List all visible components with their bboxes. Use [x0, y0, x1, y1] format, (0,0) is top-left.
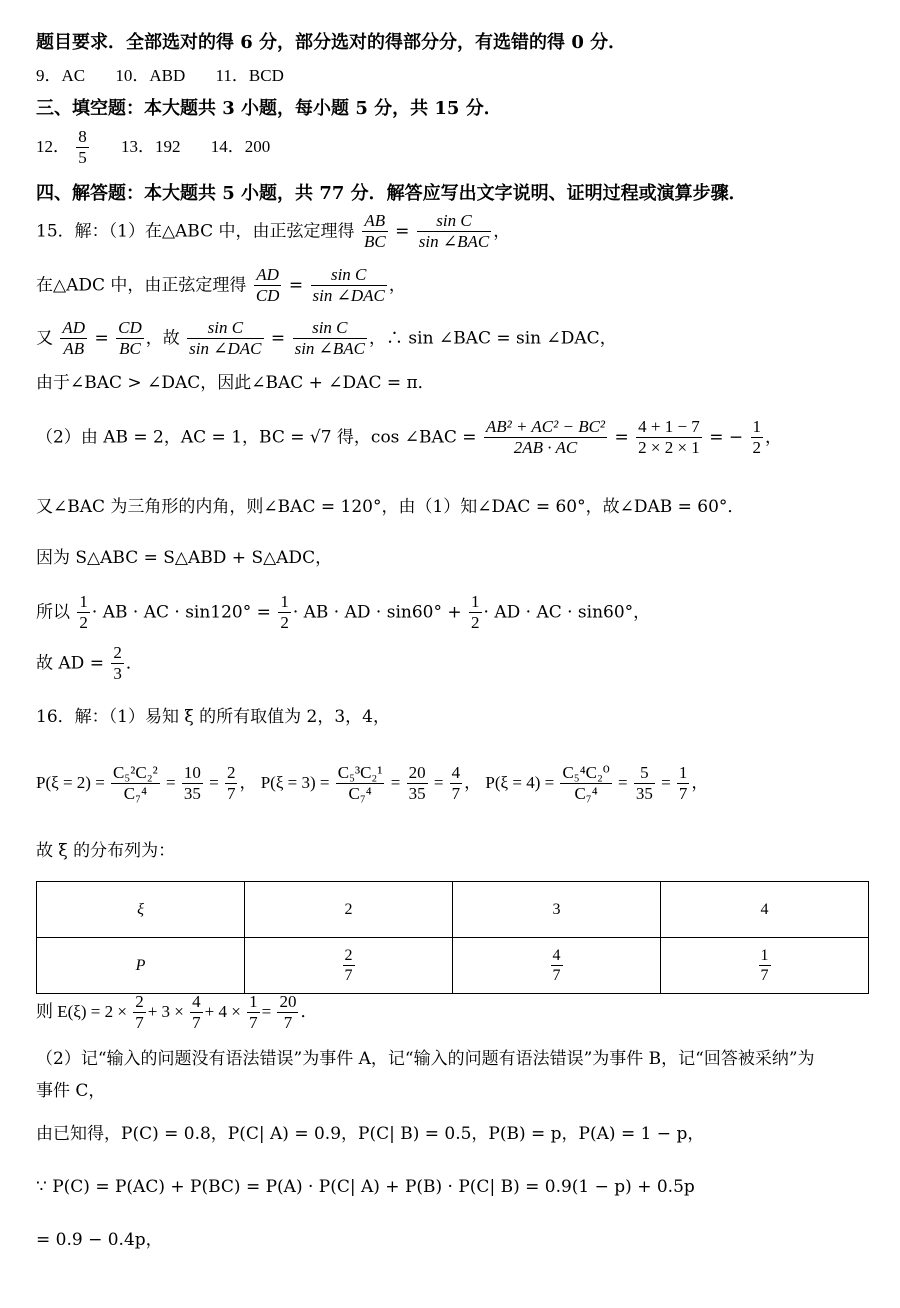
table-cell: $\frac{1}{7}$	[661, 938, 869, 994]
fraction: $\frac{CD}{BC}$	[118, 318, 142, 359]
q15-part2-line-1: （2）由 AB = 2，AC = 1，BC = √7 得，cos ∠BAC = $\frac{\text{AB² + AC² − BC²}}{2AB \cdot AC}$ = $\frac{4 + 1 - 7}{2 \times 2 \times 1}$ = − $\frac{1}{2}$ ，	[36, 417, 782, 458]
multi-choice-answers	[36, 66, 284, 86]
fraction: $\frac{20}{35}$	[408, 763, 426, 804]
q16-part2-line-2: 事件 C，	[36, 1081, 106, 1101]
fraction: $\frac{\text{sin C}}{\text{sin ∠BAC}}$	[294, 318, 366, 359]
section-4-heading: 四、解答题：本大题共 5 小题，共 77 分．解答应写出文字说明、证明过程或演算步骤．	[36, 183, 747, 204]
answer-12-fraction: $\frac{8}{5}$	[78, 127, 87, 168]
table-cell: $\frac{2}{7}$	[245, 938, 453, 994]
fraction: $\frac{2}{7}$	[226, 763, 236, 804]
q16-part2-line-5: = 0.9 − 0.4p，	[36, 1230, 163, 1250]
q15-line-1: 15．解：（1）在△ABC 中，由正弦定理得 $\frac{AB}{BC}$ = $\frac{\text{sin C}}{\text{sin ∠BAC}}$ ，	[36, 211, 511, 252]
fraction: $\frac{\text{sin C}}{\text{sin ∠DAC}}$	[312, 265, 385, 306]
fraction: $\frac{AD}{AB}$	[62, 318, 86, 359]
q15-part2-line-4: 所以 $\frac{1}{2}$ · AB · AC · sin120° = $\frac{1}{2}$ · AB · AD · sin60° + $\frac{1}{2}$ · AD · AC · sin60°，	[36, 592, 651, 633]
fraction: $\frac{1}{2}$	[471, 592, 480, 633]
fraction: $\frac{2}{7}$	[135, 992, 144, 1033]
fraction: $\frac{10}{35}$	[183, 763, 201, 804]
q15-line-3: 又 $\frac{AD}{AB}$ = $\frac{CD}{BC}$ ，故 $\frac{\text{sin C}}{\text{sin ∠DAC}}$ = $\frac{\text{sin C}}{\text{sin ∠BAC}}$ ，∴ sin ∠BAC = sin ∠DAC，	[36, 318, 617, 359]
fraction: $\frac{2}{3}$	[113, 643, 122, 684]
fraction: $\frac{4 + 1 - 7}{2 \times 2 \times 1}$	[638, 417, 700, 458]
fraction: $\frac{1}{7}$	[678, 763, 688, 804]
answer-11: 11．BCD	[215, 66, 284, 85]
fraction: $\frac{4}{7}$	[192, 992, 201, 1033]
q16-line-1: 16．解：（1）易知 ξ 的所有取值为 2，3，4，	[36, 707, 390, 727]
table-cell: $\frac{4}{7}$	[453, 938, 661, 994]
fraction: $\frac{\text{C₅²C₂²}}{\text{C₇⁴}}$	[113, 763, 158, 804]
q16-part2-line-4: ∵ P(C) = P(AC) + P(BC) = P(A) · P(C| A) + P(B) · P(C| B) = 0.9(1 − p) + 0.5p	[36, 1177, 695, 1197]
q16-part2-line-1: （2）记“输入的问题没有语法错误”为事件 A，记“输入的问题有语法错误”为事件 B，记“回答被采纳”为	[36, 1049, 815, 1069]
fraction: $\frac{\text{C₅³C₂¹}}{\text{C₇⁴}}$	[337, 763, 383, 804]
fraction: $\frac{1}{2}$	[79, 592, 88, 633]
distribution-table	[36, 881, 869, 994]
answer-10: 10．ABD	[115, 66, 186, 85]
scoring-rule-line: 题目要求．全部选对的得 6 分，部分选对的得部分分，有选错的得 0 分．	[36, 32, 627, 53]
fill-blank-answers	[36, 127, 270, 169]
table-header-cell: 3	[453, 882, 661, 938]
q15-line-4: 由于∠BAC > ∠DAC，因此∠BAC + ∠DAC = π．	[36, 373, 435, 393]
table-header-cell: 4	[661, 882, 869, 938]
answer-12-label: 12．	[36, 136, 70, 156]
fraction: $\frac{20}{7}$	[279, 992, 297, 1033]
table-header-cell: 2	[245, 882, 453, 938]
q16-line-3: 故 ξ 的分布列为：	[36, 841, 176, 861]
fraction: $\frac{1}{7}$	[249, 992, 258, 1033]
fraction: $\frac{4}{7}$	[451, 763, 461, 804]
fraction: $\frac{5}{35}$	[635, 763, 653, 804]
table-row	[37, 938, 869, 994]
fraction: $\frac{1}{2}$	[280, 592, 289, 633]
fraction: $\frac{\text{C₅⁴C₂⁰}}{\text{C₇⁴}}$	[562, 763, 610, 804]
table-row-label: P	[37, 938, 245, 994]
q16-part2-line-3: 由已知得，P(C) = 0.8，P(C| A) = 0.9，P(C| B) = 0.5，P(B) = p，P(A) = 1 − p，	[36, 1124, 705, 1144]
q15-part2-line-3: 因为 S△ABC = S△ABD + S△ADC，	[36, 548, 333, 568]
fraction: $\frac{\text{sin C}}{\text{sin ∠DAC}}$	[189, 318, 262, 359]
fraction: $\frac{\text{sin C}}{\text{sin ∠BAC}}$	[418, 211, 490, 252]
q16-probabilities: P(ξ = 2) = $\frac{\text{C₅²C₂²}}{\text{C₇⁴}}$ = $\frac{10}{35}$ = $\frac{2}{7}$ ， P(ξ = 3) = $\frac{\text{C₅³C₂¹}}{\text{C₇⁴}}$ = $\frac{20}{35}$ = $\frac{4}{7}$ ， P(ξ = 4) = $\frac{\text{C₅⁴C₂⁰}}{\text{C₇⁴}}$ = $\frac{5}{35}$ = $\frac{1}{7}$ ，	[36, 763, 709, 804]
answer-13: 13．192	[121, 136, 181, 156]
table-row	[37, 882, 869, 938]
fraction: $\frac{AB}{BC}$	[363, 211, 386, 252]
q15-conclusion: 故 AD = $\frac{2}{3}$ ．	[36, 643, 143, 684]
table-header-cell: ξ	[37, 882, 245, 938]
section-3-heading: 三、填空题：本大题共 3 小题，每小题 5 分，共 15 分．	[36, 98, 502, 119]
q15-line-2: 在△ADC 中，由正弦定理得 $\frac{AD}{CD}$ = $\frac{\text{sin C}}{\text{sin ∠DAC}}$ ，	[36, 265, 406, 306]
answer-9: 9．AC	[36, 66, 86, 85]
fraction: $\frac{\text{AB² + AC² − BC²}}{2AB \cdot AC}$	[485, 417, 606, 458]
q15-part2-line-2: 又∠BAC 为三角形的内角，则∠BAC = 120°，由（1）知∠DAC = 60°，故∠DAB = 60°．	[36, 497, 745, 517]
answer-14: 14．200	[210, 136, 271, 156]
expectation-line: 则 E(ξ) = 2 × $\frac{2}{7}$ + 3 × $\frac{4}{7}$ + 4 × $\frac{1}{7}$ = $\frac{20}{7}$ ．	[36, 992, 318, 1033]
fraction: $\frac{AD}{CD}$	[255, 265, 280, 306]
fraction: $\frac{1}{2}$	[752, 417, 761, 458]
